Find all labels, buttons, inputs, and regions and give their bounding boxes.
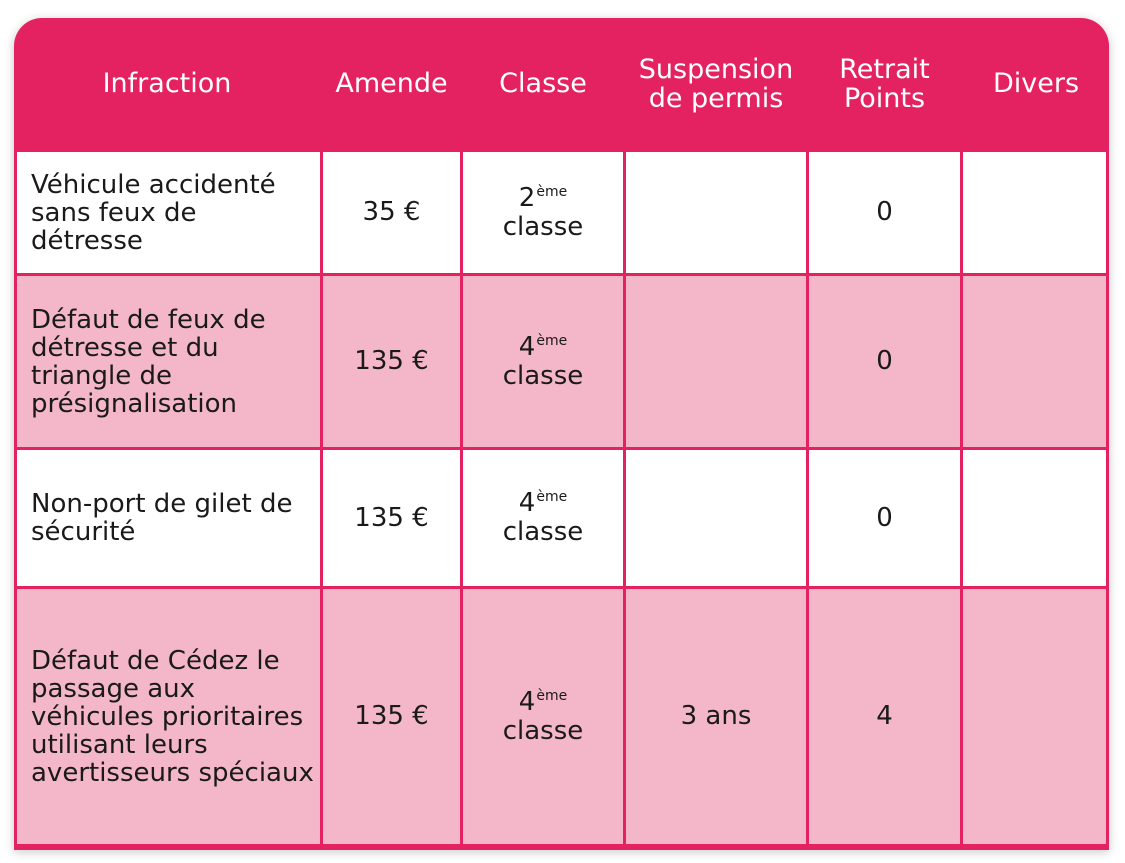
- cell-infraction: Défaut de Cédez le passage aux véhicules prioritaires utilisant leurs avertisseurs spéciaux: [17, 589, 320, 844]
- cell-divers: [963, 152, 1106, 273]
- cell-amende: 135 €: [323, 589, 460, 844]
- header-suspension: Suspension de permis: [638, 53, 794, 114]
- table-header: [14, 18, 1109, 149]
- cell-amende: 135 €: [323, 276, 460, 447]
- classe-word: classe: [502, 715, 584, 746]
- header-classe: Classe: [499, 68, 587, 99]
- cell-suspension: [626, 276, 806, 447]
- cell-infraction: Véhicule accidenté sans feux de détresse: [17, 152, 320, 273]
- cell-divers: [963, 589, 1106, 844]
- classe-value: [503, 333, 584, 391]
- header-retrait-points: Retrait Points: [839, 53, 930, 114]
- cell-retrait-points: 0: [809, 276, 960, 447]
- cell-divers: [963, 276, 1106, 447]
- cell-classe: [463, 152, 623, 273]
- cell-retrait-points: 4: [809, 589, 960, 844]
- classe-suffix: ème: [536, 687, 568, 704]
- classe-suffix: ème: [536, 332, 568, 349]
- cell-suspension: [626, 152, 806, 273]
- infractions-table: [14, 18, 1109, 850]
- cell-infraction: Non-port de gilet de sécurité: [17, 450, 320, 586]
- classe-suffix: ème: [536, 183, 568, 200]
- header-divers: Divers: [992, 68, 1080, 99]
- classe-number: 4: [518, 488, 536, 518]
- classe-word: classe: [502, 517, 584, 547]
- cell-amende: 35 €: [323, 152, 460, 273]
- cell-classe: [463, 450, 623, 586]
- cell-retrait-points: 0: [809, 152, 960, 273]
- header-infraction: Infraction: [102, 68, 232, 99]
- classe-value: [503, 688, 584, 746]
- cell-classe: [463, 589, 623, 844]
- header-amende: Amende: [335, 68, 448, 99]
- cell-suspension: [626, 450, 806, 586]
- cell-classe: [463, 276, 623, 447]
- cell-infraction: Défaut de feux de détresse et du triangle de présignalisation: [17, 276, 320, 447]
- cell-suspension: 3 ans: [626, 589, 806, 844]
- classe-number: 4: [518, 686, 536, 717]
- cell-retrait-points: 0: [809, 450, 960, 586]
- classe-value: [503, 489, 584, 547]
- classe-number: 4: [518, 331, 536, 362]
- classe-word: classe: [502, 211, 584, 242]
- classe-suffix: ème: [536, 489, 568, 505]
- cell-divers: [963, 450, 1106, 586]
- classe-number: 2: [518, 182, 536, 213]
- classe-word: classe: [502, 360, 584, 391]
- cell-amende: 135 €: [323, 450, 460, 586]
- classe-value: [503, 184, 584, 242]
